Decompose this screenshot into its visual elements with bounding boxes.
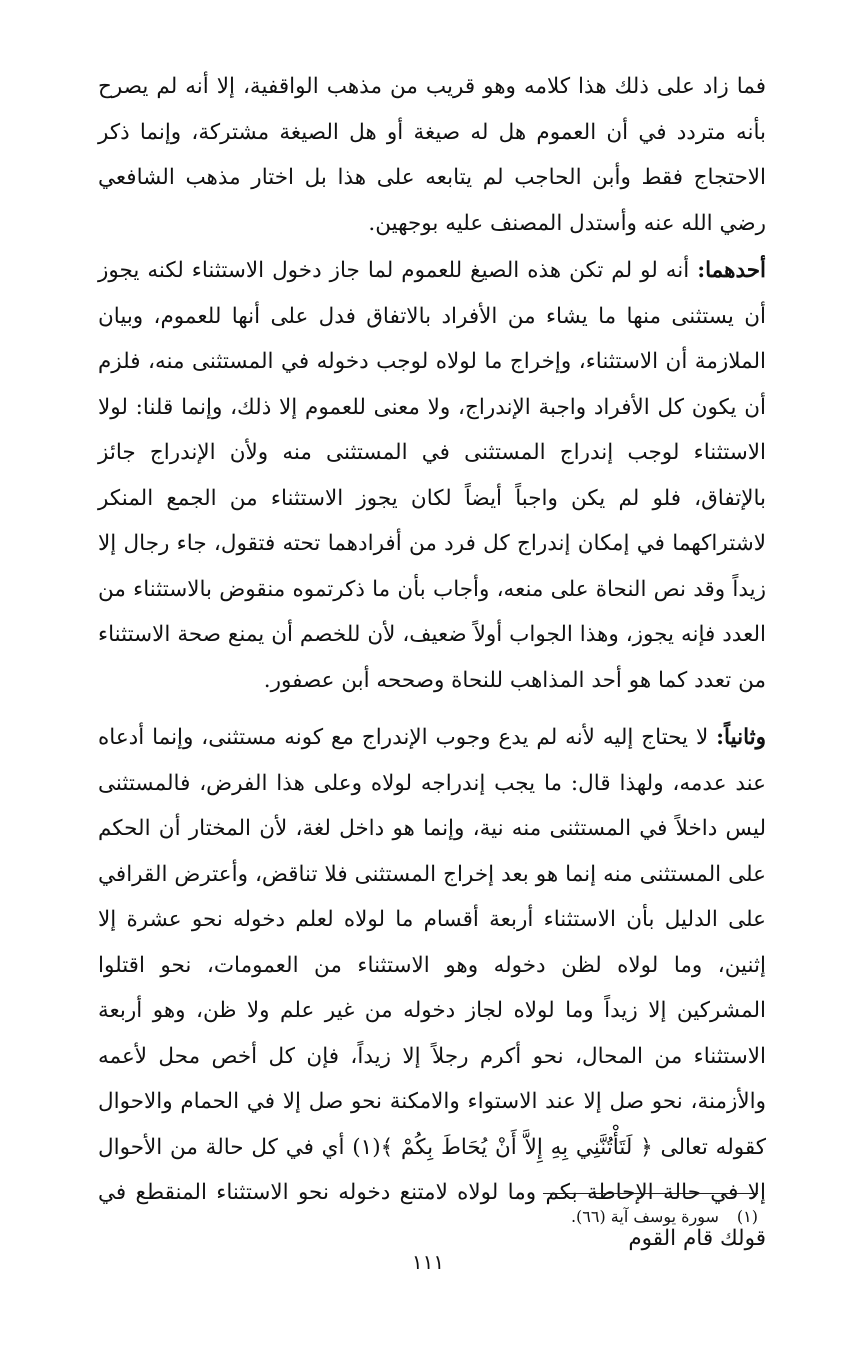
footnote-text: سورة يوسف آية (٦٦).: [570, 1207, 719, 1226]
paragraph-1: [98, 64, 766, 246]
paragraph-3: [98, 715, 766, 1261]
paragraph-2-lead: أحدهما:: [697, 258, 766, 283]
paragraph-2-text: أنه لو لم تكن هذه الصيغ للعموم لما جاز دخول الاستثناء لكنه يجوز أن يستثنى منها ما يشاء من الأفراد بالاتفاق فدل على أنها للعموم، وبيان الملازمة أن الاستثناء، وإخراج ما لولاه لوجب دخوله في المستثنى منه، فلزم أن يكون كل الأفراد واجبة الإندراج، ولا معنى للعموم إلا ذلك، وإنما قلنا: لولا الاستثناء لوجب إندراج المستثنى في المستثنى منه ولأن الإندراج جائز بالإتفاق، فلو لم يكن واجباً أيضاً لكان يجوز الاستثناء من الجمع المنكر لاشتراكهما في إمكان إندراج كل فرد من أفرادهما تحته فتقول، جاء رجال إلا زيداً وقد نص النحاة على منعه، وأجاب بأن ما ذكرتموه منقوض بالاستثناء من العدد فإنه يجوز، وهذا الجواب أولاً ضعيف، لأن للخصم أن يمنع صحة الاستثناء من تعدد كما هو أحد المذاهب للنحاة وصححه أبن عصفور.: [98, 258, 766, 693]
paragraph-3-lead: وثانياً:: [716, 725, 766, 750]
footnote-number: (١): [736, 1207, 758, 1226]
page-body: [98, 64, 766, 1261]
paragraph-3-text: لا يحتاج إليه لأنه لم يدع وجوب الإندراج مع كونه مستثنى، وإنما أدعاه عند عدمه، ولهذا قال: ما يجب إندراجه لولاه وعلى هذا الفرض، فالمستثنى ليس داخلاً في المستثنى منه نية، وإنما هو داخل لغة، لأن المختار أن الحكم على المستثنى منه إنما هو بعد إخراج المستثنى فلا تناقض، وأعترض القرافي على الدليل بأن الاستثناء أربعة أقسام ما لولاه لعلم دخوله نحو عشرة إلا إثنين، وما لولاه لظن دخوله وهو الاستثناء من العمومات، نحو اقتلوا المشركين إلا زيداً وما لولاه لجاز دخوله من غير علم ولا ظن، وهو أربعة الاستثناء من المحال، نحو أكرم رجلاً إلا زيداً، فإن كل أخص محل لأعمه والأزمنة، نحو صل إلا عند الاستواء والامكنة نحو صل إلا في الحمام والاحوال كقوله تعالى ﴿ لَتَأْتُنَّنِي بِهِ إِلاَّ أَنْ يُحَاطَ بِكُمْ ﴾(١) أي في كل حالة من الأحوال إلا في حالة الإحاطة بكم وما لولاه لامتنع دخوله نحو الاستثناء المنقطع في قولك قام القوم: [98, 725, 766, 1251]
paragraph-2: [98, 248, 766, 703]
footnote-divider: [543, 1193, 758, 1194]
paragraph-1-text: فما زاد على ذلك هذا كلامه وهو قريب من مذهب الواقفية، إلا أنه لم يصرح بأنه متردد في أن العموم هل له صيغة أو هل الصيغة مشتركة، وإنما ذكر الاحتجاج فقط وأبن الحاجب لم يتابعه على هذا بل اختار مذهب الشافعي رضي الله عنه وأستدل المصنف عليه بوجهين.: [98, 74, 766, 236]
footnote: [571, 1205, 758, 1229]
page-number: ١١١: [411, 1250, 445, 1274]
